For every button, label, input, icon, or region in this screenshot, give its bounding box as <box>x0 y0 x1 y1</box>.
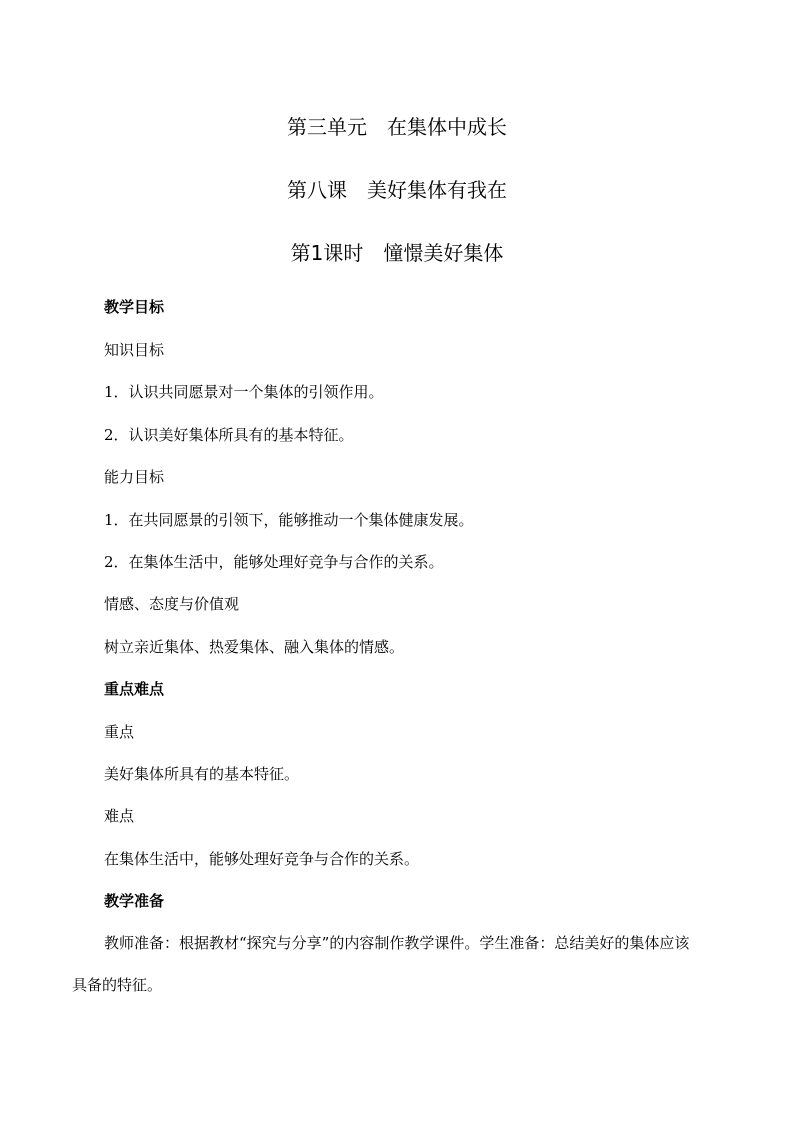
preparation-text-line: 教师准备：根据教材“探究与分享”的内容制作教学课件。学生准备：总结美好的集体应该 <box>104 934 690 952</box>
difficult-point-text: 在集体生活中，能够处理好竞争与合作的关系。 <box>104 850 420 868</box>
preparation-text-line: 具备的特征。 <box>72 976 163 994</box>
key-point-heading: 重点 <box>104 723 135 741</box>
difficult-point-heading: 难点 <box>104 807 135 825</box>
emotion-objectives-heading: 情感、态度与价值观 <box>104 595 240 613</box>
ability-objective-item: 2．在集体生活中，能够处理好竞争与合作的关系。 <box>104 553 444 571</box>
key-point-text: 美好集体所具有的基本特征。 <box>104 765 300 783</box>
objectives-heading: 教学目标 <box>104 298 165 316</box>
unit-title: 第三单元 在集体中成长 <box>287 115 507 139</box>
preparation-heading: 教学准备 <box>104 892 165 910</box>
knowledge-objectives-heading: 知识目标 <box>104 341 165 359</box>
ability-objective-item: 1．在共同愿景的引领下，能够推动一个集体健康发展。 <box>104 511 474 529</box>
preparation-paragraph <box>72 933 732 995</box>
ability-objectives-heading: 能力目标 <box>104 468 165 486</box>
lesson-title: 第八课 美好集体有我在 <box>287 178 507 202</box>
period-title: 第1课时 憧憬美好集体 <box>290 241 504 265</box>
knowledge-objective-item: 2．认识美好集体所具有的基本特征。 <box>104 426 354 444</box>
knowledge-objective-item: 1．认识共同愿景对一个集体的引领作用。 <box>104 383 384 401</box>
emotion-objective-text: 树立亲近集体、热爱集体、融入集体的情感。 <box>104 638 405 656</box>
key-points-heading: 重点难点 <box>104 680 165 698</box>
